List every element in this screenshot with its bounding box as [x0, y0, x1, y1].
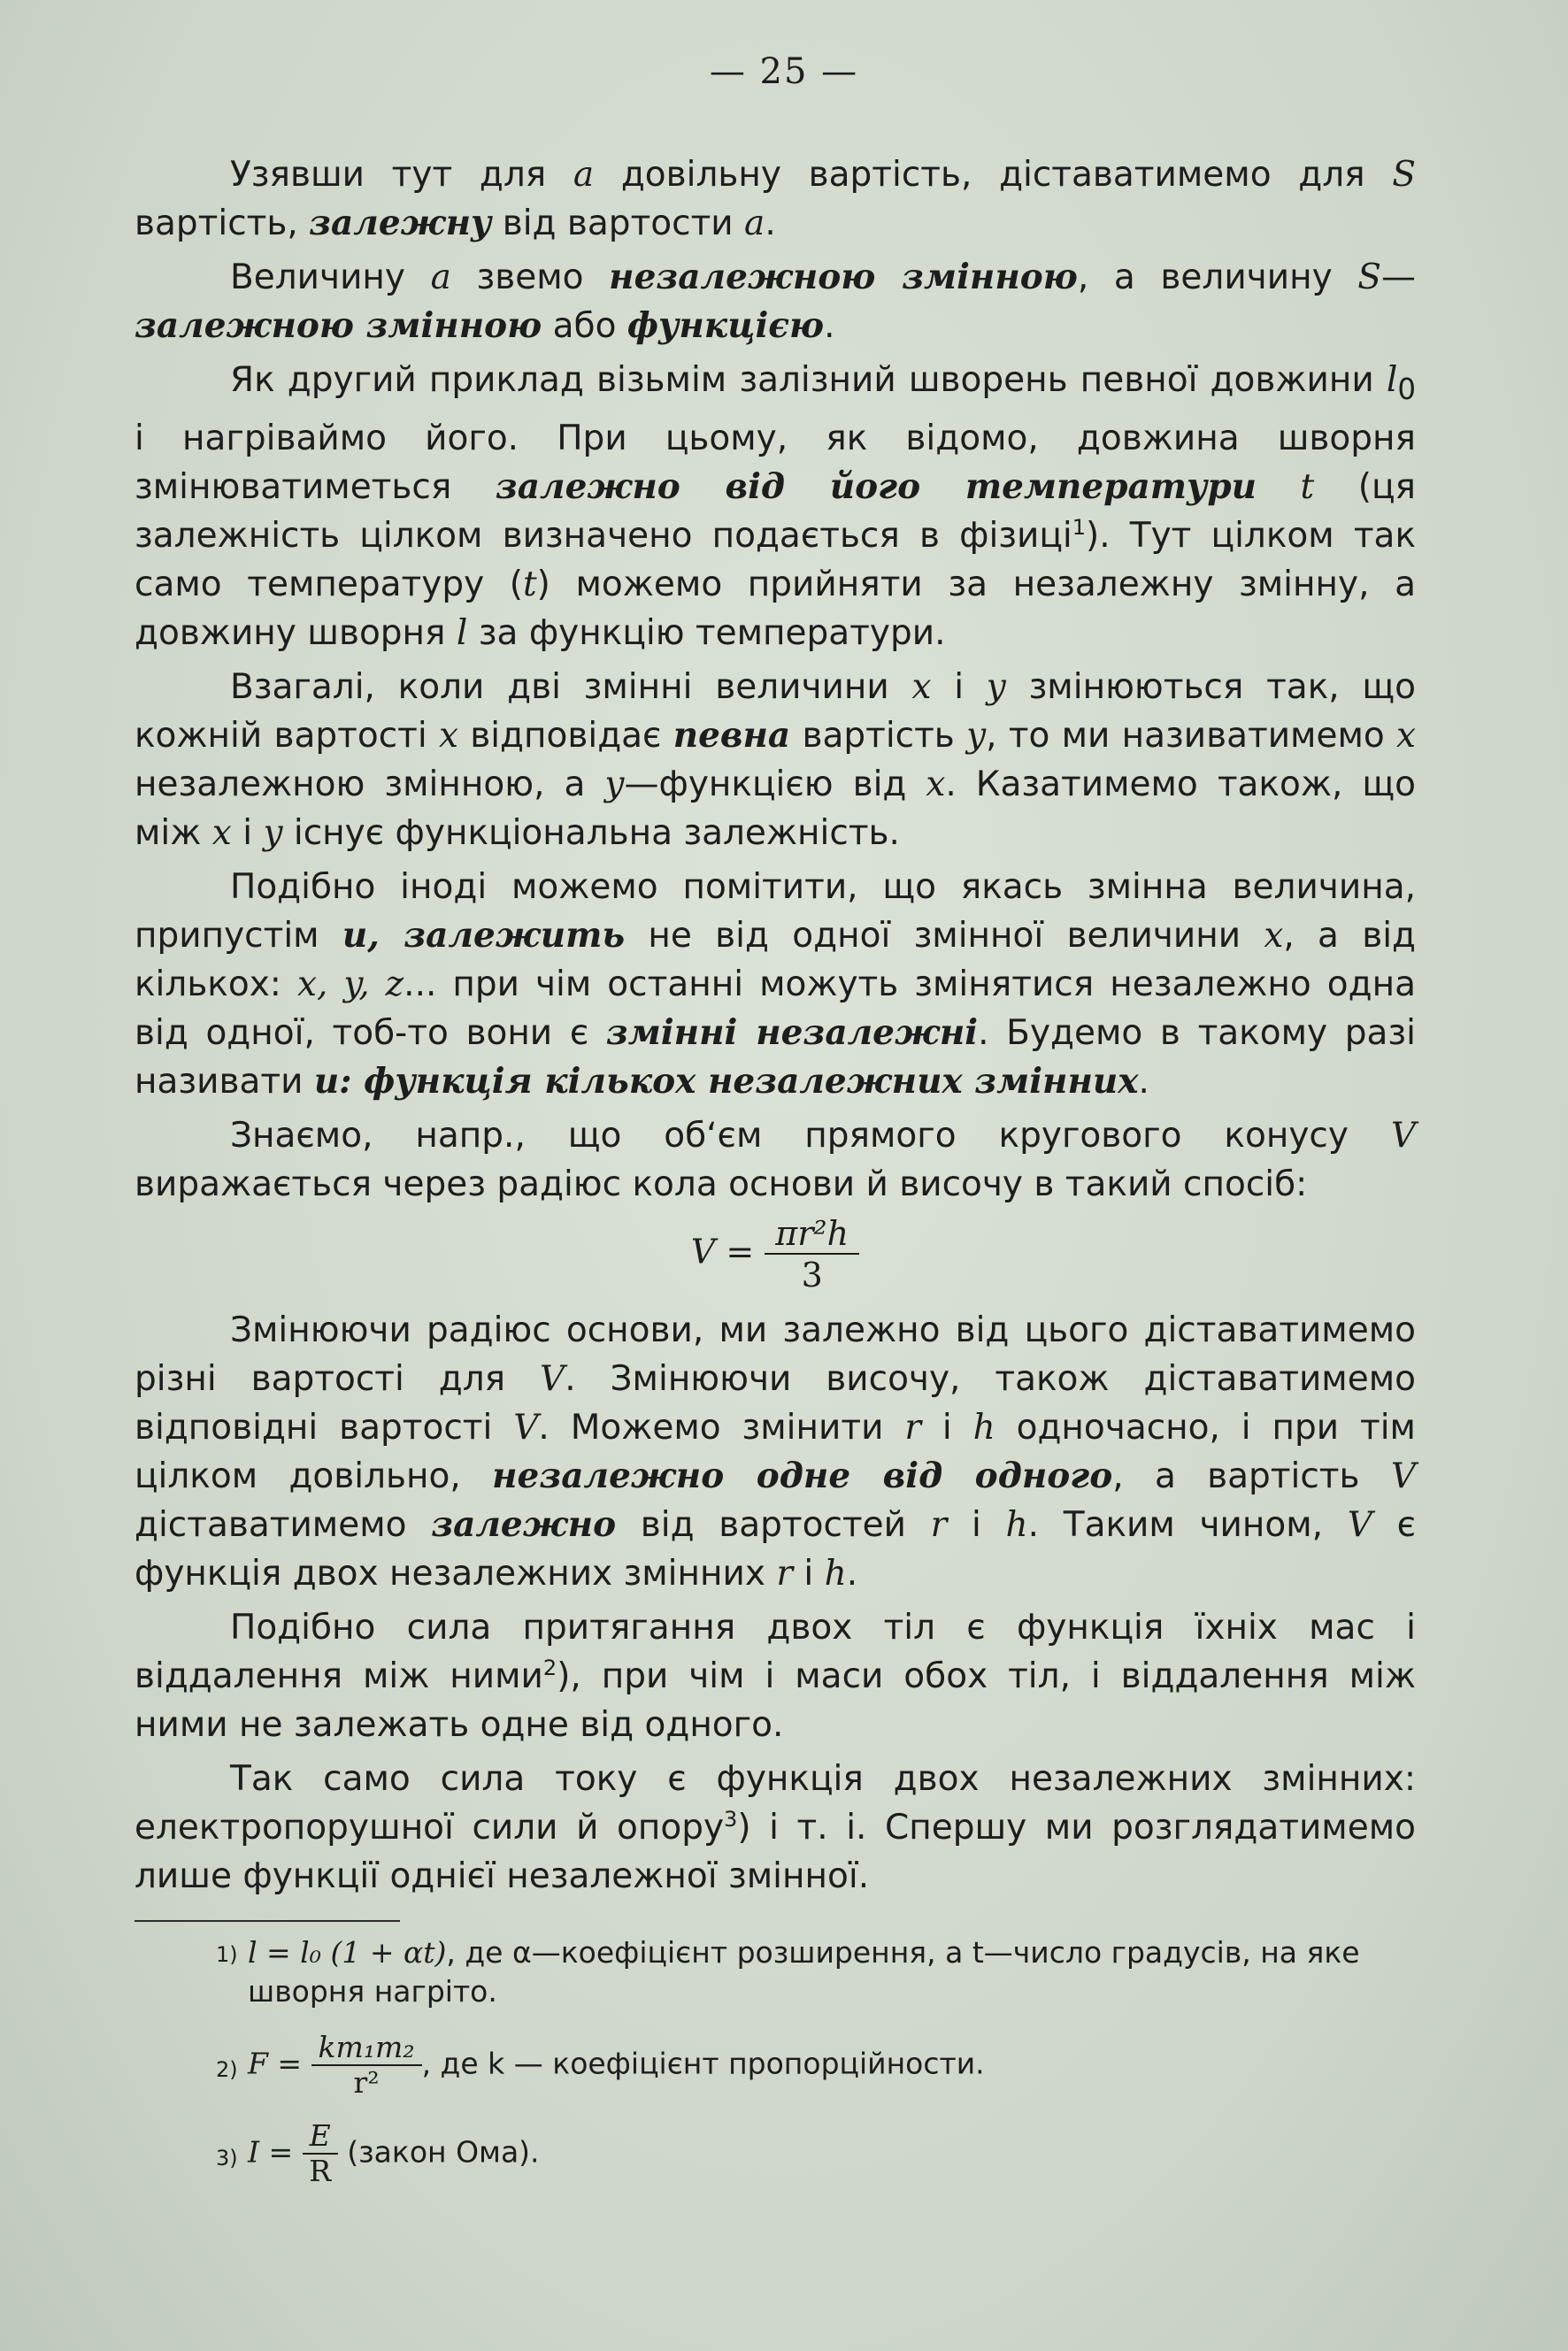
- text-run: . Таким чином,: [1027, 1504, 1348, 1545]
- text-run: відповідає: [457, 715, 673, 756]
- subscript: 0: [1397, 372, 1416, 406]
- footnote-2: [135, 2031, 1416, 2100]
- text-run: —: [1381, 257, 1416, 297]
- footnote-ref-2[interactable]: 2: [542, 1655, 557, 1680]
- text-run: .: [846, 1553, 858, 1594]
- text-run: . Казатимемо також, що між: [135, 764, 1416, 853]
- text-run: змінюються так, що кожній вартості: [135, 666, 1416, 756]
- variable: r: [904, 1407, 921, 1448]
- text-run: Узявши тут для: [230, 155, 573, 195]
- footnote-text: [135, 2119, 1416, 2188]
- variable: S: [1357, 257, 1381, 297]
- variable: l: [1386, 360, 1398, 400]
- fraction-numerator: km₁m₂: [311, 2031, 422, 2066]
- text-run: і: [920, 1407, 973, 1448]
- variable: h: [972, 1407, 995, 1448]
- text-run: . Можемо змінити: [538, 1407, 905, 1448]
- text-run: .: [765, 204, 776, 243]
- cone-volume-formula: [135, 1214, 1416, 1295]
- text-run: —функцією від: [624, 764, 926, 804]
- footnote-formula-lhs: F =: [248, 2046, 311, 2081]
- emphasis: незалежно одне від одного: [492, 1455, 1113, 1496]
- text-run: , де α—коефіцієнт розширення, а t—число градусів, на яке шворня нагріто.: [248, 1935, 1360, 2009]
- fraction-denominator: r²: [353, 2065, 380, 2100]
- paragraph-8: [135, 1603, 1416, 1749]
- text-run: ) можемо прийняти за незалежну змінну, а довжину шворня: [135, 564, 1416, 653]
- paragraph-1: [135, 150, 1416, 248]
- text-run: і: [947, 1504, 1006, 1545]
- footnote-formula-lhs: I =: [248, 2134, 303, 2170]
- emphasis: залежно від його температури: [495, 465, 1257, 507]
- text-run: від вартости: [491, 204, 745, 243]
- formula-lhs: V: [690, 1232, 716, 1272]
- text-run: звемо: [450, 257, 610, 297]
- text-run: (закон Ома).: [337, 2134, 540, 2170]
- paragraph-9: [135, 1755, 1416, 1901]
- variable: x: [1264, 915, 1284, 956]
- emphasis: певна: [673, 714, 791, 756]
- formula-equals: =: [715, 1232, 765, 1272]
- variable: h: [1005, 1504, 1028, 1545]
- emphasis: залежною змінною: [135, 305, 542, 346]
- text-run: . Будемо в такому разі називати: [135, 1012, 1416, 1102]
- text-run: ). Тут цілком так само температуру (: [135, 515, 1417, 604]
- text-run: Подібно іноді можемо помітити, що якась змінна величина, припустім: [135, 866, 1416, 956]
- text-run: або: [542, 306, 627, 346]
- variable: t: [1256, 466, 1315, 507]
- text-run: існує функціональна залежність.: [282, 812, 900, 853]
- footnote-fraction: [311, 2031, 422, 2100]
- variable: a: [430, 257, 451, 297]
- page-number: — 25 —: [709, 51, 859, 92]
- text-run: незалежною змінною, а: [135, 764, 605, 804]
- text-run: є функція двох незалежних змінних: [135, 1504, 1417, 1594]
- emphasis: u: функція кількох незалежних змінних: [313, 1060, 1139, 1102]
- footnote-3: [135, 2119, 1416, 2188]
- text-run: , де k — коефіцієнт пропорційности.: [421, 2046, 985, 2081]
- emphasis: змінні незалежні: [605, 1011, 979, 1053]
- variable: a: [573, 155, 595, 195]
- text-run: .: [824, 306, 835, 346]
- text-run: , а вартість: [1112, 1456, 1391, 1496]
- variable: x, y, z: [296, 964, 404, 1004]
- text-run: діставатимемо: [135, 1504, 432, 1545]
- variable: h: [824, 1553, 847, 1594]
- text-run: Як другий приклад візьмім залізний шворень певної довжини: [230, 360, 1387, 400]
- text-run: за функцію температури.: [467, 612, 946, 653]
- text-run: і нагріваймо його. При цьому, як відомо, довжина шворня змінюватиметься: [135, 418, 1416, 507]
- text-run: і: [231, 812, 264, 853]
- paragraph-2: [135, 253, 1416, 350]
- footnote-text: [135, 1933, 1416, 2011]
- variable: S: [1392, 155, 1416, 195]
- emphasis: u, залежить: [342, 914, 626, 956]
- formula-fraction: [765, 1214, 859, 1295]
- variable: y: [604, 764, 625, 804]
- variable: V: [1390, 1456, 1416, 1496]
- text-run: вартість,: [135, 204, 310, 243]
- footnotes: [135, 1933, 1416, 2208]
- footnote-mark: 2): [216, 2057, 238, 2082]
- variable: x: [911, 666, 932, 707]
- variable: y: [966, 715, 987, 756]
- text-run: Взагалі, коли дві змінні величини: [230, 666, 912, 707]
- variable: y: [263, 812, 283, 853]
- text-run: і: [792, 1553, 825, 1594]
- footnote-ref-1[interactable]: 1: [1072, 514, 1087, 540]
- text-run: від вартостей: [616, 1504, 931, 1545]
- fraction-denominator: 3: [801, 1255, 823, 1295]
- footnote-mark: 3): [216, 2146, 238, 2170]
- paragraph-4: [135, 663, 1416, 857]
- paragraph-3: [135, 356, 1416, 657]
- variable: r: [776, 1553, 793, 1594]
- paragraph-5: [135, 863, 1416, 1106]
- text-run: не від одної змінної величини: [625, 915, 1264, 956]
- text-run: Величину: [230, 257, 431, 297]
- variable: r: [930, 1504, 948, 1545]
- footnote-divider: [135, 1920, 400, 1922]
- variable: V: [540, 1358, 565, 1399]
- variable: y: [986, 666, 1006, 707]
- text-run: виражається через радіюс кола основи й височу в такий спосіб:: [135, 1164, 1308, 1204]
- variable: V: [1347, 1504, 1372, 1545]
- fraction-numerator: E: [303, 2119, 338, 2155]
- text-run: , а величину: [1077, 257, 1358, 297]
- variable: t: [522, 564, 537, 604]
- footnote-ref-3[interactable]: 3: [724, 1806, 738, 1832]
- text-run: ... при чім останні можуть змінятися незалежно одна від одної, тоб-то вони є: [135, 964, 1416, 1053]
- text-run: довільну вартість, діставатимемо для: [594, 155, 1393, 195]
- paragraph-7: [135, 1306, 1416, 1598]
- text-run: і: [931, 666, 987, 707]
- text-run: Подібно сила притягання двох тіл є функція їхніх мас і віддалення між ними: [135, 1607, 1416, 1696]
- variable: a: [744, 204, 765, 243]
- text-run: Знаємо, напр., що об‘єм прямого кругового конусу: [230, 1115, 1391, 1156]
- text-run: Так само сила току є функція двох незалежних змінних: електропорушної сили й опору: [135, 1758, 1416, 1848]
- text-run: , то ми називатимемо: [986, 715, 1396, 756]
- variable: V: [1390, 1115, 1416, 1156]
- variable: l: [456, 612, 468, 653]
- emphasis: залежну: [309, 203, 492, 243]
- text-run: . Змінюючи височу, також діставатимемо відповідні вартості: [135, 1358, 1416, 1448]
- text-run: ), при чім і маси обох тіл, і віддалення між ними не залежать одне від одного.: [135, 1656, 1417, 1745]
- emphasis: функцією: [626, 305, 825, 346]
- text-run: Змінюючи радіюс основи, ми залежно від цього діставатимемо різні вартості для: [135, 1310, 1416, 1399]
- emphasis: залежно: [431, 1503, 617, 1545]
- variable: x: [438, 715, 458, 756]
- variable: x: [211, 812, 232, 853]
- footnote-mark: 1): [216, 1942, 238, 1967]
- text-run: одночасно, і при тім цілком довільно,: [135, 1407, 1416, 1496]
- fraction-denominator: R: [309, 2154, 332, 2188]
- text-run: .: [1138, 1061, 1149, 1102]
- text-run: ) і т. і. Спершу ми розглядатимемо лише функції однієї незалежної змінної.: [135, 1807, 1416, 1896]
- emphasis: незалежною змінною: [609, 257, 1078, 297]
- paragraph-6: [135, 1111, 1416, 1209]
- footnote-fraction: [303, 2119, 338, 2188]
- variable: x: [1396, 715, 1416, 756]
- text-run: вартість: [790, 715, 967, 756]
- main-text: [135, 150, 1416, 1906]
- footnote-formula: l = l₀ (1 + αt): [248, 1935, 447, 1970]
- variable: V: [513, 1407, 539, 1448]
- text-run: , а від кількох:: [135, 915, 1417, 1004]
- footnote-text: [135, 2031, 1416, 2100]
- variable: x: [926, 764, 946, 804]
- text-run: (ця залежність цілком визначено подається в фізиці: [135, 466, 1416, 556]
- fraction-numerator: πr²h: [765, 1214, 859, 1255]
- footnote-1: [135, 1933, 1416, 2011]
